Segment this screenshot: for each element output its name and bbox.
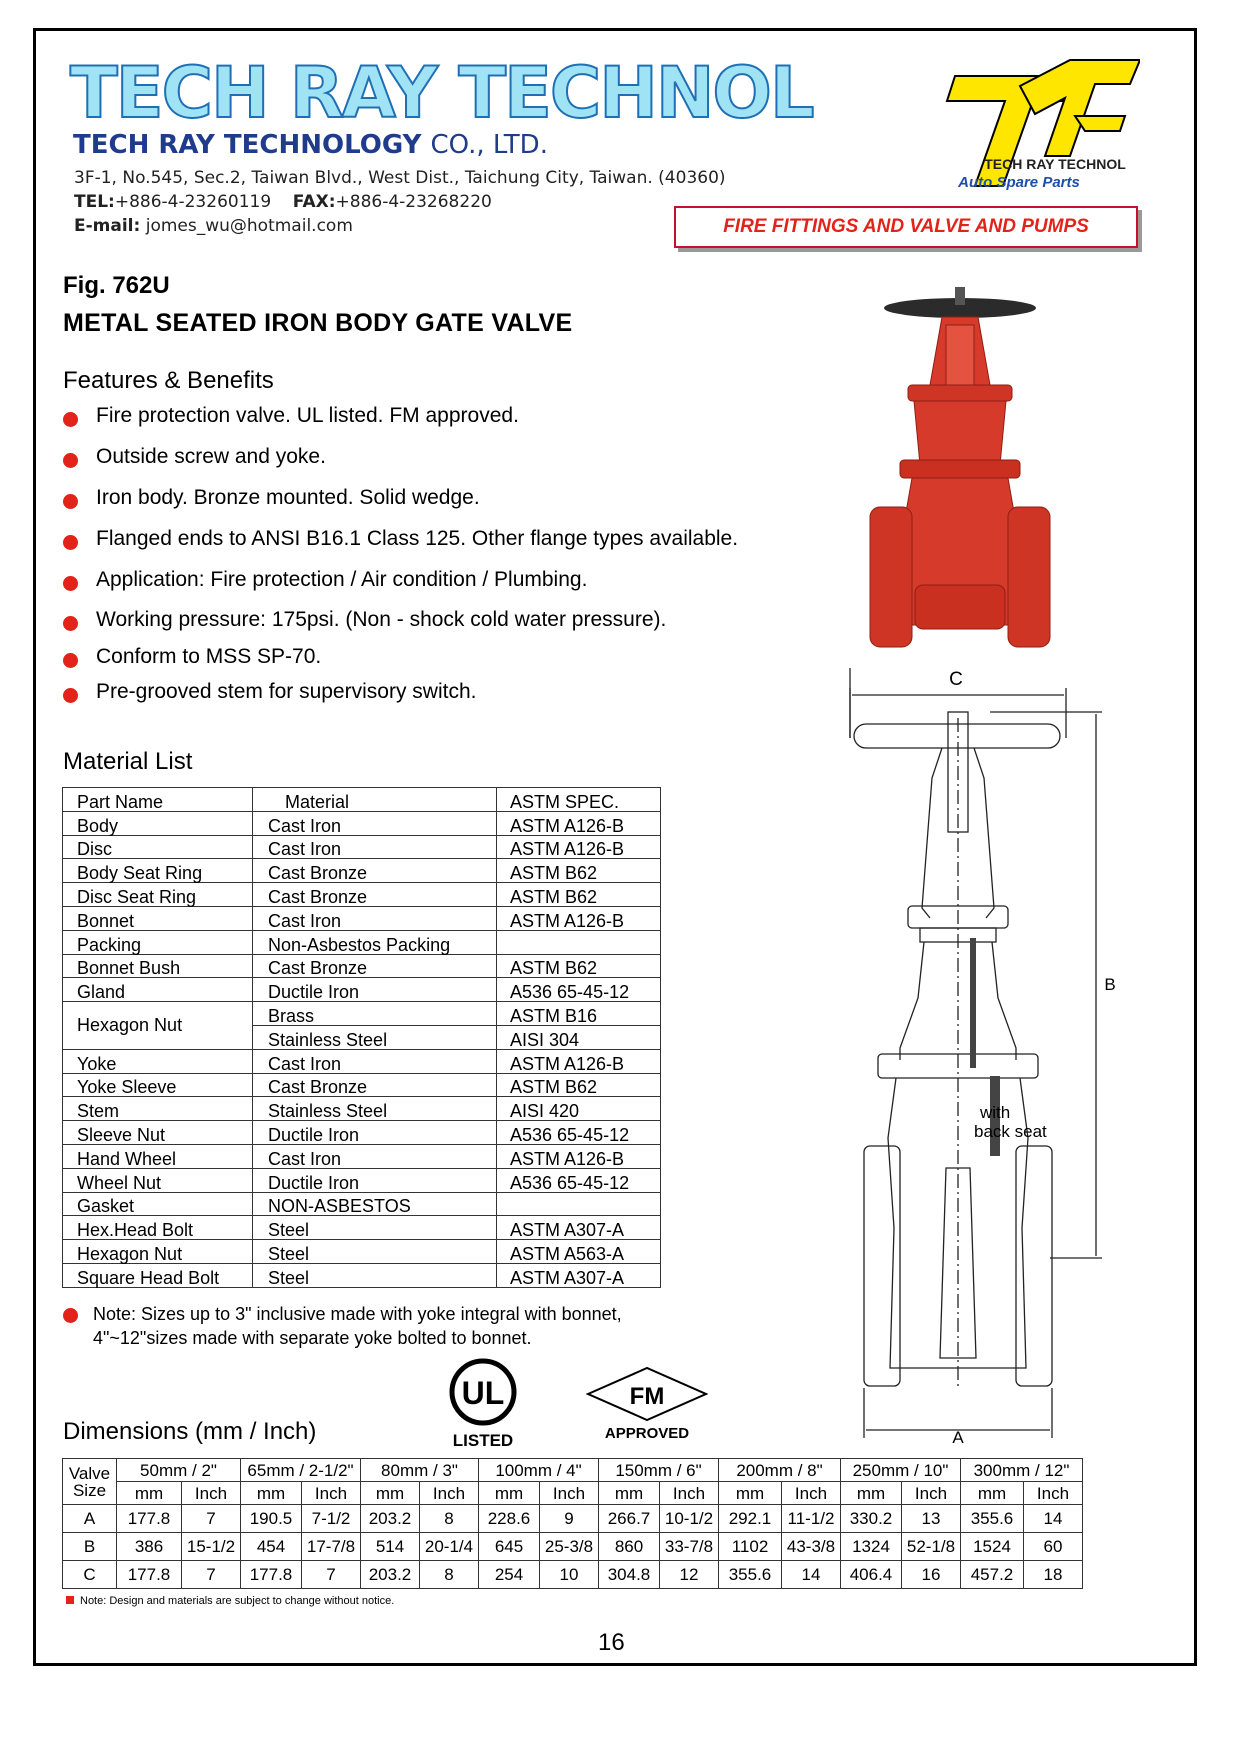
feature-item: Outside screw and yoke.	[96, 445, 326, 468]
table-cell: Disc	[63, 835, 253, 859]
table-cell: 203.2	[361, 1561, 420, 1589]
table-row	[63, 978, 661, 1002]
table-cell: Ductile Iron	[253, 1121, 497, 1145]
unit-inch: Inch	[1024, 1482, 1083, 1505]
dim-size-header: 50mm / 2"	[117, 1459, 241, 1482]
table-row	[63, 1121, 661, 1145]
table-cell: Brass	[253, 1002, 497, 1026]
material-column-header: Material	[253, 788, 497, 812]
table-cell: 52-1/8	[902, 1533, 961, 1561]
figure-number: Fig. 762U	[63, 272, 170, 299]
dim-size-header: 65mm / 2-1/2"	[241, 1459, 361, 1482]
backseat-label-2: back seat	[974, 1122, 1047, 1141]
table-cell: AISI 304	[497, 1025, 661, 1049]
feature-item: Working pressure: 175psi. (Non - shock cold water pressure).	[96, 608, 667, 631]
address: 3F-1, No.545, Sec.2, Taiwan Blvd., West Dist., Taichung City, Taiwan. (40360)	[74, 168, 726, 188]
brand-wordmark: TECH RAY TECHNOL	[70, 52, 813, 134]
feature-item: Pre-grooved stem for supervisory switch.	[96, 680, 477, 703]
table-cell: 20-1/4	[420, 1533, 479, 1561]
table-cell: 203.2	[361, 1505, 420, 1533]
feature-bullet	[63, 688, 78, 703]
table-cell: Disc Seat Ring	[63, 883, 253, 907]
table-cell: Body Seat Ring	[63, 859, 253, 883]
dim-row-label: C	[63, 1561, 117, 1589]
table-cell: 10-1/2	[660, 1505, 719, 1533]
table-cell: 7-1/2	[302, 1505, 361, 1533]
fm-approved-text: APPROVED	[604, 1425, 690, 1442]
table-cell: 14	[782, 1561, 841, 1589]
table-row	[63, 1263, 661, 1287]
fm-text: FM	[629, 1383, 665, 1410]
table-cell: Cast Iron	[253, 835, 497, 859]
unit-inch: Inch	[660, 1482, 719, 1505]
contact-block	[74, 166, 726, 238]
table-row	[63, 930, 661, 954]
table-cell: AISI 420	[497, 1097, 661, 1121]
table-cell: 33-7/8	[660, 1533, 719, 1561]
table-cell: Stem	[63, 1097, 253, 1121]
table-cell: Stainless Steel	[253, 1097, 497, 1121]
table-cell: 406.4	[841, 1561, 902, 1589]
table-cell: 43-3/8	[782, 1533, 841, 1561]
table-row	[63, 1073, 661, 1097]
feature-bullet	[63, 412, 78, 427]
table-cell: 292.1	[719, 1505, 782, 1533]
table-cell: Stainless Steel	[253, 1025, 497, 1049]
table-cell: Cast Iron	[253, 1049, 497, 1073]
logo-line2: Auto Spare Parts	[958, 174, 1080, 191]
dim-size-header: 100mm / 4"	[479, 1459, 599, 1482]
table-cell: 355.6	[719, 1561, 782, 1589]
company-suffix: CO., LTD.	[430, 130, 548, 160]
ul-listed-mark	[448, 1358, 518, 1450]
table-cell: Packing	[63, 930, 253, 954]
backseat-label-1: with	[980, 1103, 1011, 1122]
dim-size-header: 80mm / 3"	[361, 1459, 479, 1482]
table-cell: 228.6	[479, 1505, 540, 1533]
table-cell: 9	[540, 1505, 599, 1533]
logo-line1: TECH RAY TECHNOL	[984, 156, 1126, 172]
dim-row-label: B	[63, 1533, 117, 1561]
unit-mm: mm	[841, 1482, 902, 1505]
page-number: 16	[598, 1629, 625, 1656]
table-cell: 7	[182, 1561, 241, 1589]
table-cell: 304.8	[599, 1561, 660, 1589]
dim-unit-row	[63, 1482, 1083, 1505]
table-row	[63, 954, 661, 978]
table-cell: Gland	[63, 978, 253, 1002]
table-cell: 16	[902, 1561, 961, 1589]
table-row	[63, 1097, 661, 1121]
unit-inch: Inch	[182, 1482, 241, 1505]
table-cell: Cast Bronze	[253, 883, 497, 907]
feature-bullet	[63, 535, 78, 550]
table-cell: 190.5	[241, 1505, 302, 1533]
material-table	[62, 787, 661, 1288]
table-cell: ASTM B62	[497, 883, 661, 907]
table-cell: 25-3/8	[540, 1533, 599, 1561]
table-row	[63, 1002, 661, 1026]
features-heading: Features & Benefits	[63, 367, 274, 394]
table-row	[63, 811, 661, 835]
table-cell: Steel	[253, 1216, 497, 1240]
table-cell: Hand Wheel	[63, 1144, 253, 1168]
category-banner	[674, 206, 1138, 248]
table-cell: ASTM A126-B	[497, 1144, 661, 1168]
table-row	[63, 1192, 661, 1216]
table-cell: Square Head Bolt	[63, 1263, 253, 1287]
table-cell: 514	[361, 1533, 420, 1561]
feature-item: Conform to MSS SP-70.	[96, 645, 322, 668]
table-cell: Cast Iron	[253, 811, 497, 835]
feature-item: Iron body. Bronze mounted. Solid wedge.	[96, 486, 480, 509]
unit-inch: Inch	[782, 1482, 841, 1505]
valve-size-corner	[63, 1459, 117, 1505]
table-cell: A536 65-45-12	[497, 1168, 661, 1192]
table-cell: Cast Iron	[253, 906, 497, 930]
feature-bullet	[63, 494, 78, 509]
dim-label-c: C	[949, 669, 963, 690]
table-cell: 1324	[841, 1533, 902, 1561]
table-cell: 17-7/8	[302, 1533, 361, 1561]
table-row	[63, 859, 661, 883]
company-name	[73, 130, 548, 160]
dim-size-header: 250mm / 10"	[841, 1459, 961, 1482]
fax-label: FAX:	[292, 192, 336, 212]
table-cell: Hexagon Nut	[63, 1240, 253, 1264]
table-cell: 7	[182, 1505, 241, 1533]
table-cell: 860	[599, 1533, 660, 1561]
feature-item: Flanged ends to ANSI B16.1 Class 125. Other flange types available.	[96, 527, 739, 550]
table-cell: 330.2	[841, 1505, 902, 1533]
unit-mm: mm	[961, 1482, 1024, 1505]
table-cell: 13	[902, 1505, 961, 1533]
table-cell: 14	[1024, 1505, 1083, 1533]
table-cell: Bonnet	[63, 906, 253, 930]
table-cell: 177.8	[117, 1561, 182, 1589]
table-cell: Steel	[253, 1263, 497, 1287]
table-cell: 1102	[719, 1533, 782, 1561]
table-cell: 266.7	[599, 1505, 660, 1533]
dim-row-label: A	[63, 1505, 117, 1533]
feature-item: Fire protection valve. UL listed. FM approved.	[96, 404, 519, 427]
table-cell: Non-Asbestos Packing	[253, 930, 497, 954]
table-row	[63, 1216, 661, 1240]
dimensions-heading: Dimensions (mm / Inch)	[63, 1418, 317, 1445]
table-cell: ASTM B62	[497, 859, 661, 883]
email-line	[74, 214, 726, 238]
table-cell: 11-1/2	[782, 1505, 841, 1533]
dim-size-header: 200mm / 8"	[719, 1459, 841, 1482]
table-cell: 15-1/2	[182, 1533, 241, 1561]
table-cell	[497, 930, 661, 954]
table-cell: Steel	[253, 1240, 497, 1264]
table-cell: 355.6	[961, 1505, 1024, 1533]
table-cell: 7	[302, 1561, 361, 1589]
email-value: jomes_wu@hotmail.com	[145, 216, 353, 236]
table-cell: ASTM B16	[497, 1002, 661, 1026]
phone-fax-line	[74, 190, 726, 214]
table-row	[63, 1168, 661, 1192]
table-cell: 457.2	[961, 1561, 1024, 1589]
fax-value: +886-4-23268220	[335, 192, 492, 212]
table-cell: ASTM A126-B	[497, 1049, 661, 1073]
ul-listed-text: LISTED	[452, 1431, 514, 1450]
dim-size-header: 300mm / 12"	[961, 1459, 1083, 1482]
table-row	[63, 1533, 1083, 1561]
unit-inch: Inch	[540, 1482, 599, 1505]
material-column-header: Part Name	[63, 788, 253, 812]
table-cell: Ductile Iron	[253, 978, 497, 1002]
material-table-header	[63, 788, 661, 812]
table-row	[63, 1144, 661, 1168]
table-cell: ASTM A307-A	[497, 1263, 661, 1287]
table-row	[63, 835, 661, 859]
email-label: E-mail:	[74, 216, 141, 236]
table-row	[63, 1240, 661, 1264]
company-name-text: TECH RAY TECHNOLOGY	[73, 130, 422, 160]
table-cell: ASTM A126-B	[497, 835, 661, 859]
table-cell: Body	[63, 811, 253, 835]
table-cell	[497, 1192, 661, 1216]
unit-mm: mm	[361, 1482, 420, 1505]
table-row	[63, 883, 661, 907]
unit-mm: mm	[599, 1482, 660, 1505]
table-cell: Cast Bronze	[253, 1073, 497, 1097]
footer-note-marker	[66, 1596, 74, 1604]
table-cell: Bonnet Bush	[63, 954, 253, 978]
material-list-heading: Material List	[63, 748, 193, 775]
table-cell: 18	[1024, 1561, 1083, 1589]
feature-item: Application: Fire protection / Air condition / Plumbing.	[96, 568, 588, 591]
unit-inch: Inch	[902, 1482, 961, 1505]
table-cell: NON-ASBESTOS	[253, 1192, 497, 1216]
note-bullet	[63, 1308, 78, 1323]
valve-photo	[860, 285, 1060, 660]
sizes-note-line1: Note: Sizes up to 3" inclusive made with yoke integral with bonnet,	[93, 1304, 622, 1324]
table-cell: Cast Bronze	[253, 859, 497, 883]
table-cell: Wheel Nut	[63, 1168, 253, 1192]
trt-logo	[925, 46, 1140, 206]
table-cell: ASTM A126-B	[497, 811, 661, 835]
footer-note	[66, 1595, 394, 1607]
table-row	[63, 1049, 661, 1073]
unit-mm: mm	[719, 1482, 782, 1505]
table-cell: Yoke	[63, 1049, 253, 1073]
table-cell: 60	[1024, 1533, 1083, 1561]
table-cell: ASTM A563-A	[497, 1240, 661, 1264]
table-cell: 10	[540, 1561, 599, 1589]
table-row	[63, 906, 661, 930]
feature-bullet	[63, 453, 78, 468]
table-cell: Gasket	[63, 1192, 253, 1216]
table-cell: 1524	[961, 1533, 1024, 1561]
table-cell: Hexagon Nut	[63, 1002, 253, 1050]
dimensions-table	[62, 1458, 1083, 1589]
dim-label-b: B	[1104, 975, 1116, 994]
table-cell: Ductile Iron	[253, 1168, 497, 1192]
table-cell: 454	[241, 1533, 302, 1561]
product-title: METAL SEATED IRON BODY GATE VALVE	[63, 309, 573, 337]
table-cell: 254	[479, 1561, 540, 1589]
corner-line-2: Size	[72, 1480, 107, 1500]
table-cell: 177.8	[117, 1505, 182, 1533]
sizes-note-line2: 4"~12"sizes made with separate yoke bolted to bonnet.	[93, 1328, 532, 1348]
dim-size-header: 150mm / 6"	[599, 1459, 719, 1482]
table-cell: A536 65-45-12	[497, 978, 661, 1002]
table-cell: Cast Iron	[253, 1144, 497, 1168]
table-cell: Cast Bronze	[253, 954, 497, 978]
table-cell: 386	[117, 1533, 182, 1561]
table-cell: ASTM B62	[497, 1073, 661, 1097]
unit-mm: mm	[241, 1482, 302, 1505]
dim-label-a: A	[952, 1428, 964, 1447]
sizes-note	[63, 1302, 622, 1350]
table-row	[63, 1505, 1083, 1533]
material-column-header: ASTM SPEC.	[497, 788, 661, 812]
corner-line-1: Valve	[68, 1463, 111, 1483]
dim-size-header-row	[63, 1459, 1083, 1482]
table-cell: 645	[479, 1533, 540, 1561]
table-cell: 8	[420, 1561, 479, 1589]
table-cell: 8	[420, 1505, 479, 1533]
table-cell: ASTM B62	[497, 954, 661, 978]
table-cell: ASTM A126-B	[497, 906, 661, 930]
tel-label: TEL:	[74, 192, 115, 212]
table-cell: ASTM A307-A	[497, 1216, 661, 1240]
unit-inch: Inch	[420, 1482, 479, 1505]
table-cell: Yoke Sleeve	[63, 1073, 253, 1097]
table-cell: A536 65-45-12	[497, 1121, 661, 1145]
table-cell: Sleeve Nut	[63, 1121, 253, 1145]
table-row	[63, 1561, 1083, 1589]
fm-approved-mark	[586, 1366, 708, 1446]
ul-text: UL	[461, 1375, 505, 1411]
unit-inch: Inch	[302, 1482, 361, 1505]
banner-text: FIRE FITTINGS AND VALVE AND PUMPS	[723, 216, 1089, 237]
tel-value: +886-4-23260119	[114, 192, 272, 212]
footer-note-text: Note: Design and materials are subject to change without notice.	[80, 1595, 395, 1607]
feature-bullet	[63, 576, 78, 591]
unit-mm: mm	[479, 1482, 540, 1505]
gate-valve-drawing	[840, 668, 1120, 1448]
table-cell: 12	[660, 1561, 719, 1589]
unit-mm: mm	[117, 1482, 182, 1505]
feature-bullet	[63, 653, 78, 668]
feature-bullet	[63, 616, 78, 631]
table-cell: 177.8	[241, 1561, 302, 1589]
table-cell: Hex.Head Bolt	[63, 1216, 253, 1240]
